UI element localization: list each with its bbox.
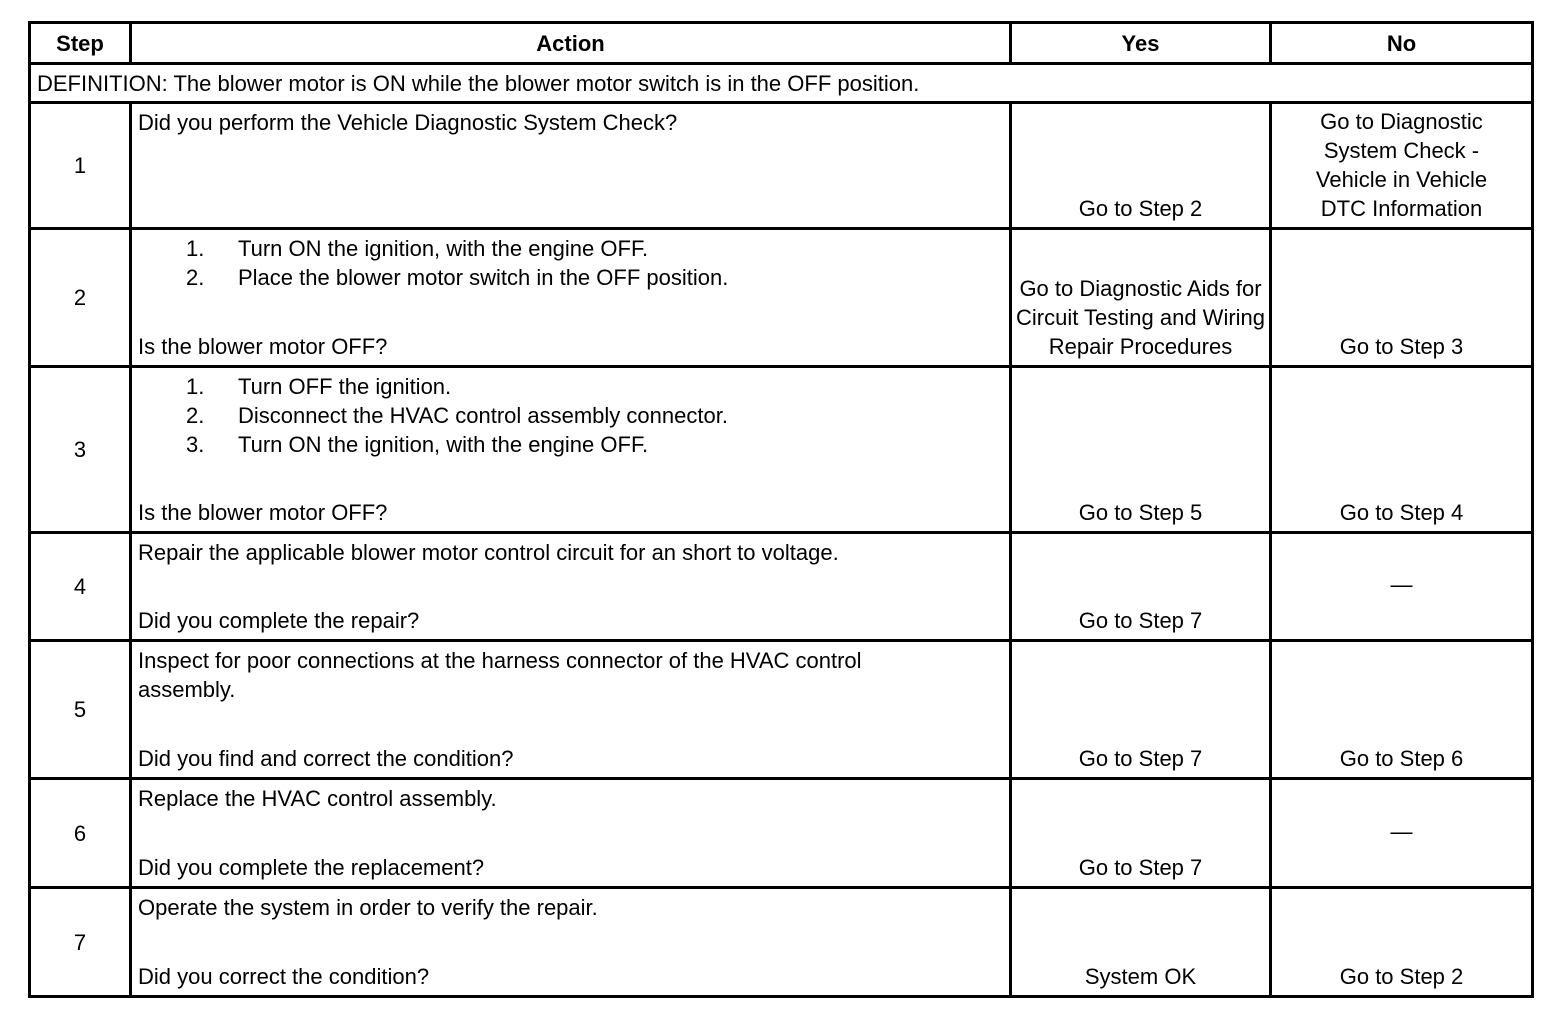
action-intro: Operate the system in order to verify the repair.: [138, 895, 598, 920]
no-cell: —: [1271, 533, 1533, 641]
action-question: Is the blower motor OFF?: [138, 334, 388, 359]
action-steps-list: [138, 372, 1003, 459]
no-cell: Go to Step 4: [1271, 367, 1533, 533]
definition-text: DEFINITION: The blower motor is ON while the blower motor switch is in the OFF position.: [30, 64, 1533, 103]
action-steps-list: [138, 234, 1003, 292]
action-cell: [131, 641, 1011, 779]
yes-cell: Go to Step 7: [1011, 641, 1271, 779]
step-number: 4: [30, 533, 131, 641]
header-action: Action: [131, 23, 1011, 64]
yes-cell: System OK: [1011, 888, 1271, 997]
yes-cell: Go to Diagnostic Aids for Circuit Testing and Wiring Repair Procedures: [1011, 229, 1271, 367]
yes-cell: Go to Step 7: [1011, 779, 1271, 888]
table-row: [30, 888, 1533, 997]
list-item: 1. Turn ON the ignition, with the engine OFF.: [186, 236, 649, 261]
action-question: Did you complete the repair?: [138, 608, 420, 633]
yes-cell: Go to Step 7: [1011, 533, 1271, 641]
step-number: 2: [30, 229, 131, 367]
action-question: Did you correct the condition?: [138, 964, 430, 989]
step-number: 5: [30, 641, 131, 779]
no-cell: Go to Diagnostic System Check - Vehicle in Vehicle DTC Information: [1271, 103, 1533, 229]
no-cell: Go to Step 3: [1271, 229, 1533, 367]
step-number: 7: [30, 888, 131, 997]
step-number: 3: [30, 367, 131, 533]
action-cell: [131, 533, 1011, 641]
list-item: 3. Turn ON the ignition, with the engine OFF.: [186, 432, 649, 457]
table-row: [30, 779, 1533, 888]
action-question: Did you find and correct the condition?: [138, 746, 514, 771]
no-cell: —: [1271, 779, 1533, 888]
header-step: Step: [30, 23, 131, 64]
yes-cell: Go to Step 2: [1011, 103, 1271, 229]
step-number: 1: [30, 103, 131, 229]
action-cell: [131, 229, 1011, 367]
action-cell: [131, 367, 1011, 533]
table-row: [30, 533, 1533, 641]
table-row: [30, 641, 1533, 779]
header-row: [30, 23, 1533, 64]
action-question: Did you complete the replacement?: [138, 855, 485, 880]
list-item: 2. Disconnect the HVAC control assembly connector.: [186, 403, 728, 428]
yes-cell: Go to Step 5: [1011, 367, 1271, 533]
table-row: [30, 367, 1533, 533]
action-intro: Did you perform the Vehicle Diagnostic System Check?: [138, 110, 678, 135]
step-number: 6: [30, 779, 131, 888]
table-row: [30, 229, 1533, 367]
action-cell: [131, 779, 1011, 888]
action-intro: Repair the applicable blower motor control circuit for an short to voltage.: [138, 540, 839, 565]
list-item: 2. Place the blower motor switch in the OFF position.: [186, 265, 729, 290]
header-no: No: [1271, 23, 1533, 64]
table-row: [30, 103, 1533, 229]
no-cell: Go to Step 2: [1271, 888, 1533, 997]
diagnostic-table: [28, 21, 1534, 998]
definition-row: [30, 64, 1533, 103]
action-intro: Inspect for poor connections at the harness connector of the HVAC control assembly.: [138, 648, 862, 702]
action-cell: [131, 888, 1011, 997]
action-cell: [131, 103, 1011, 229]
action-intro: Replace the HVAC control assembly.: [138, 786, 497, 811]
action-question: Is the blower motor OFF?: [138, 500, 388, 525]
header-yes: Yes: [1011, 23, 1271, 64]
list-item: 1. Turn OFF the ignition.: [186, 374, 452, 399]
no-cell: Go to Step 6: [1271, 641, 1533, 779]
